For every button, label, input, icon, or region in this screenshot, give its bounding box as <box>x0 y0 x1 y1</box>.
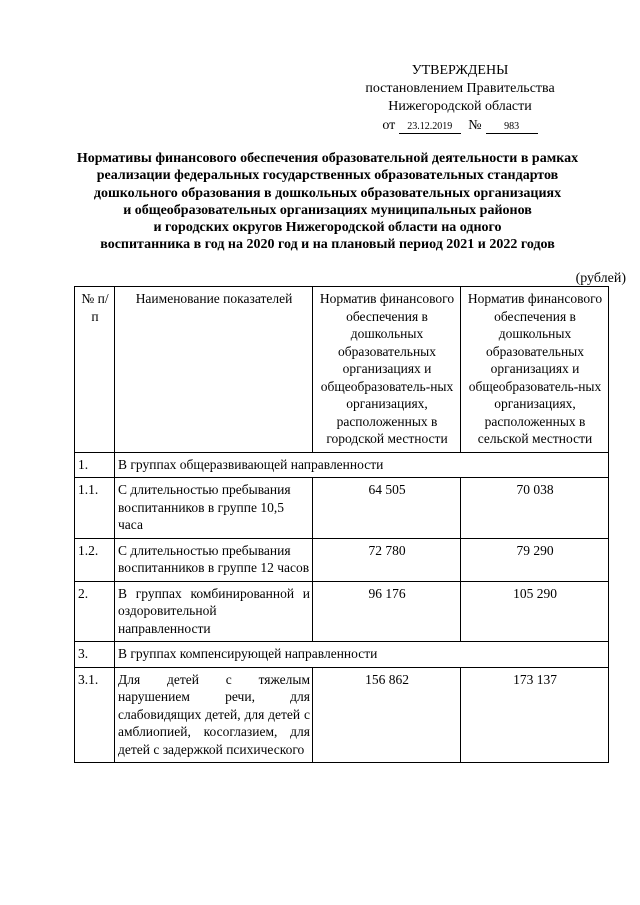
row-rural-value: 79 290 <box>461 538 609 581</box>
row-num: 2. <box>75 581 115 642</box>
header-rural: Норматив финансового обеспечения в дошкольных образовательных организациях и общеобразователь-ных организациях, расположенных в сельской местности <box>461 287 609 453</box>
header-urban: Норматив финансового обеспечения в дошкольных образовательных организациях и общеобразователь-ных организациях, расположенных в городской местности <box>313 287 461 453</box>
row-num: 1.1. <box>75 478 115 539</box>
table-row <box>75 667 609 763</box>
approval-number: 983 <box>486 120 538 134</box>
approval-block <box>340 62 580 135</box>
row-rural-value: 173 137 <box>461 667 609 763</box>
row-rural-value: 70 038 <box>461 478 609 539</box>
title-line: и городских округов Нижегородской области на одного <box>153 220 502 236</box>
approval-decree: постановлением Правительства <box>365 81 555 96</box>
row-num: 1.2. <box>75 538 115 581</box>
row-rural-value: 105 290 <box>461 581 609 642</box>
header-num: № п/п <box>75 287 115 453</box>
title-line: воспитанника в год на 2020 год и на плановый период 2021 и 2022 годов <box>100 237 555 253</box>
units-label: (рублей) <box>575 271 626 286</box>
approval-region: Нижегородской области <box>388 99 532 114</box>
title-line: и общеобразовательных организациях муниципальных районов <box>123 202 532 218</box>
table-row <box>75 452 609 478</box>
approval-title: УТВЕРЖДЕНЫ <box>411 63 509 78</box>
table-row <box>75 478 609 539</box>
row-num: 3.1. <box>75 667 115 763</box>
row-urban-value: 96 176 <box>313 581 461 642</box>
normatives-table <box>74 286 609 763</box>
row-name: С длительностью пребывания воспитанников в группе 10,5 часа <box>115 478 313 539</box>
approval-date-line <box>340 117 580 135</box>
row-name: Для детей с тяжелым нарушением речи, для слабовидящих детей, для детей с амблиопией, косоглазием, для детей с задержкой психического <box>115 667 313 763</box>
table-row <box>75 642 609 668</box>
table-header-row <box>75 287 609 453</box>
row-urban-value: 72 780 <box>313 538 461 581</box>
row-urban-value: 156 862 <box>313 667 461 763</box>
row-num: 3. <box>75 642 115 668</box>
row-num: 1. <box>75 452 115 478</box>
document-title <box>60 150 595 254</box>
header-name: Наименование показателей <box>115 287 313 453</box>
row-section-name: В группах общеразвивающей направленности <box>115 452 609 478</box>
title-line: Нормативы финансового обеспечения образовательной деятельности в рамках <box>76 151 579 166</box>
table-row <box>75 581 609 642</box>
row-name: В группах комбинированной и оздоровительной направленности <box>115 581 313 642</box>
row-name: С длительностью пребывания воспитанников в группе 12 часов <box>115 538 313 581</box>
title-line: реализации федеральных государственных образовательных стандартов <box>96 168 559 184</box>
table-row <box>75 538 609 581</box>
number-sign: № <box>468 118 482 133</box>
approval-date: 23.12.2019 <box>399 120 461 134</box>
row-urban-value: 64 505 <box>313 478 461 539</box>
row-section-name: В группах компенсирующей направленности <box>115 642 609 668</box>
from-label: от <box>382 118 396 133</box>
title-line: дошкольного образования в дошкольных образовательных организациях <box>93 185 562 201</box>
